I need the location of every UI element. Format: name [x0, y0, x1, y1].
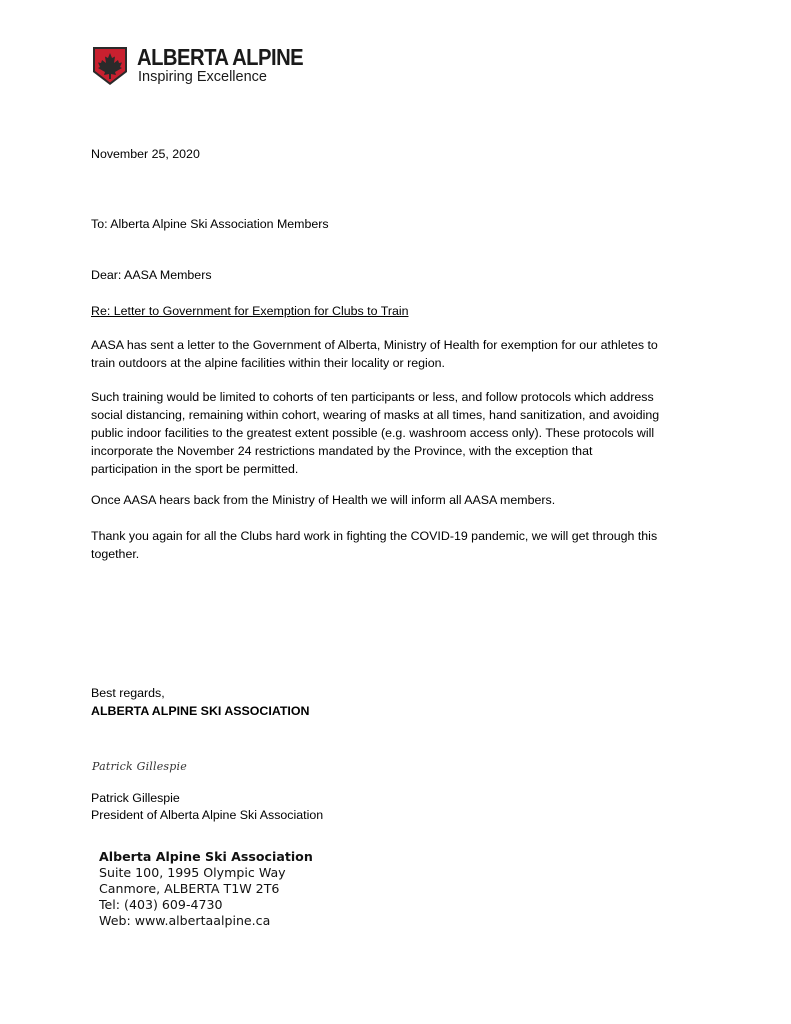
address-city: Canmore, ALBERTA T1W 2T6 [99, 881, 280, 896]
paragraph-line: social distancing, remaining within cohort, wearing of masks at all times, hand sanitization, and avoiding [91, 408, 660, 422]
logo-wordmark: ALBERTA ALPINE [137, 44, 304, 70]
logo-tagline: Inspiring Excellence [138, 69, 267, 85]
maple-leaf-badge-icon [90, 44, 130, 86]
letter-paragraph [91, 336, 721, 372]
letter-paragraph [91, 527, 721, 563]
paragraph-line: public indoor facilities to the greatest extent possible (e.g. washroom access only). These protocols will [91, 426, 655, 440]
letter-paragraph [91, 491, 721, 509]
paragraph-line: Once AASA hears back from the Ministry of Health we will inform all AASA members. [91, 493, 556, 507]
address-phone: Tel: (403) 609-4730 [99, 897, 223, 912]
letter-closing: Best regards, [91, 686, 165, 700]
letter-date: November 25, 2020 [91, 147, 200, 161]
paragraph-line: train outdoors at the alpine facilities within their locality or region. [91, 356, 446, 370]
paragraph-line: together. [91, 547, 140, 561]
paragraph-line: Such training would be limited to cohorts of ten participants or less, and follow protocols which address [91, 390, 654, 404]
paragraph-line: participation in the sport be permitted. [91, 462, 299, 476]
letter-recipient: To: Alberta Alpine Ski Association Members [91, 217, 329, 231]
signer-name: Patrick Gillespie [91, 791, 180, 805]
signer-title: President of Alberta Alpine Ski Association [91, 808, 324, 822]
organization-logo [90, 44, 304, 88]
paragraph-line: incorporate the November 24 restrictions mandated by the Province, with the exception that [91, 444, 593, 458]
letter-paragraph [91, 388, 721, 478]
letter-organization: ALBERTA ALPINE SKI ASSOCIATION [91, 704, 310, 718]
paragraph-line: Thank you again for all the Clubs hard work in fighting the COVID-19 pandemic, we will get through this [91, 529, 658, 543]
letter-subject: Re: Letter to Government for Exemption for Clubs to Train [91, 304, 409, 318]
address-organization: Alberta Alpine Ski Association [99, 849, 313, 864]
address-street: Suite 100, 1995 Olympic Way [99, 865, 286, 880]
letter-salutation: Dear: AASA Members [91, 268, 212, 282]
paragraph-line: AASA has sent a letter to the Government of Alberta, Ministry of Health for exemption for our athletes to [91, 338, 658, 352]
address-website: Web: www.albertaalpine.ca [99, 913, 271, 928]
handwritten-signature: Patrick Gillespie [92, 760, 187, 773]
